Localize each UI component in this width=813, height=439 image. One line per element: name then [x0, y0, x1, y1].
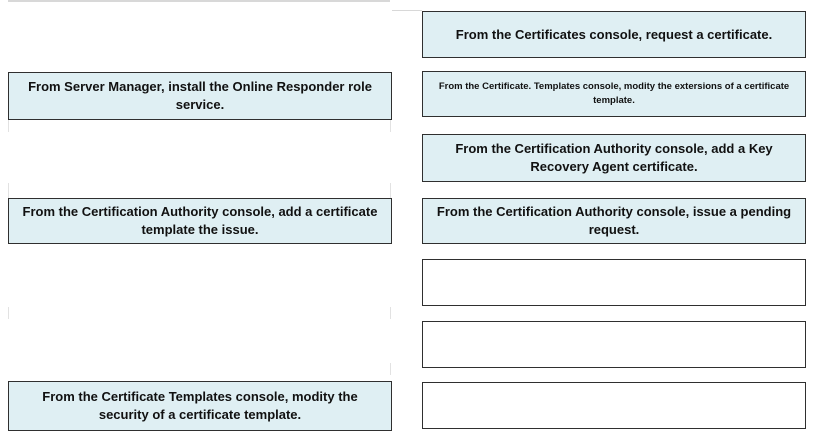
choice-label: From the Certification Authority console, add a certificate template the issue. — [22, 204, 378, 237]
separator-tick — [8, 307, 9, 319]
separator-tick — [8, 120, 9, 132]
answer-issue-pending-request[interactable] — [422, 198, 806, 244]
separator-tick — [390, 183, 391, 199]
cropped-top-divider — [392, 10, 422, 11]
answer-label: From the Certification Authority console, add a Key Recovery Agent certificate. — [455, 141, 773, 174]
separator-tick — [390, 363, 391, 375]
separator-tick — [390, 120, 391, 132]
answer-modify-template-extensions[interactable] — [422, 71, 806, 117]
choice-install-online-responder[interactable] — [8, 72, 392, 120]
cropped-top-edge — [8, 0, 390, 2]
choice-add-certificate-template-to-issue[interactable] — [8, 198, 392, 244]
separator-tick — [390, 307, 391, 319]
answer-drop-slot[interactable] — [422, 259, 806, 306]
answer-request-certificate[interactable] — [422, 11, 806, 58]
choice-modify-template-security[interactable] — [8, 381, 392, 431]
choice-label: From Server Manager, install the Online Responder role service. — [28, 79, 372, 112]
choice-label: From the Certificate Templates console, modity the security of a certificate template. — [42, 389, 358, 422]
answer-label: From the Certification Authority console, issue a pending request. — [436, 204, 792, 237]
separator-tick — [8, 183, 9, 199]
answer-label: From the Certificates console, request a certificate. — [455, 26, 773, 42]
answer-label: From the Certificate. Templates console, modity the extersions of a certificate template. — [438, 81, 790, 106]
answer-drop-slot[interactable] — [422, 321, 806, 368]
answer-add-key-recovery-agent[interactable] — [422, 134, 806, 182]
answer-drop-slot[interactable] — [422, 382, 806, 429]
